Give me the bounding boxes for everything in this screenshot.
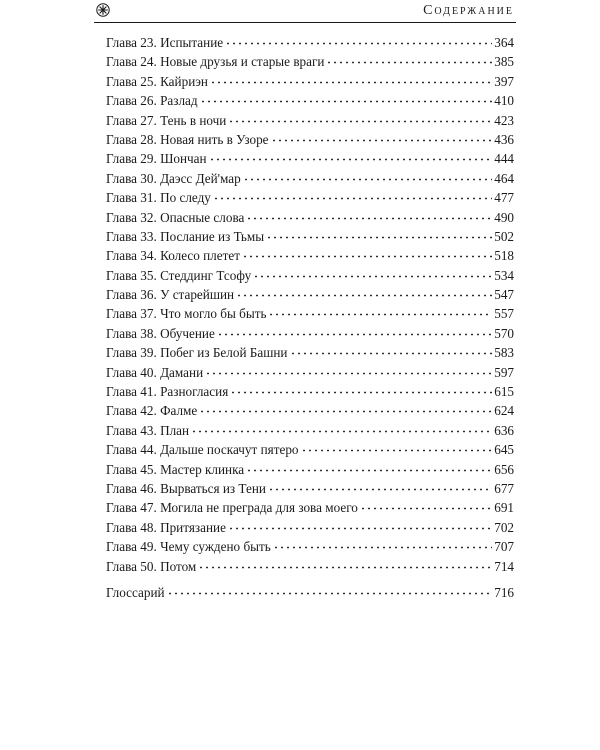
page-number: 624 bbox=[494, 403, 514, 419]
running-title: Содержание bbox=[423, 3, 514, 18]
toc-entry-title bbox=[106, 518, 226, 537]
chapter-number: Глава 28. bbox=[106, 131, 157, 147]
toc-entry-title bbox=[106, 537, 271, 556]
chapter-number: Глава 30. bbox=[106, 170, 157, 186]
toc-entry-title bbox=[106, 130, 269, 149]
toc-entry bbox=[106, 130, 514, 149]
toc-entry bbox=[106, 382, 514, 401]
page-number: 714 bbox=[494, 558, 514, 574]
chapter-title: Вырваться из Тени bbox=[160, 480, 266, 496]
toc-entry-title bbox=[106, 227, 264, 246]
glossary-page: 716 bbox=[494, 585, 514, 600]
dot-leader bbox=[210, 81, 492, 84]
chapter-number: Глава 47. bbox=[106, 500, 157, 516]
toc-entry bbox=[106, 72, 514, 91]
page-number: 691 bbox=[494, 500, 514, 516]
toc-entry bbox=[106, 285, 514, 304]
chapter-number: Глава 29. bbox=[106, 151, 157, 167]
chapter-number: Глава 35. bbox=[106, 267, 157, 283]
dot-leader bbox=[266, 236, 492, 239]
toc-entry bbox=[106, 557, 514, 576]
toc-entry-title bbox=[106, 304, 266, 323]
toc-entry-title bbox=[106, 382, 228, 401]
chapter-title: Даэсс Дей'мар bbox=[160, 170, 241, 186]
chapter-title: Послание из Тьмы bbox=[160, 228, 265, 244]
page-number: 385 bbox=[494, 54, 514, 70]
chapter-title: Дальше поскачут пятеро bbox=[160, 442, 299, 458]
chapter-number: Глава 40. bbox=[106, 364, 157, 380]
toc-entry bbox=[106, 518, 514, 537]
page-number: 464 bbox=[494, 170, 514, 186]
toc-entry-title bbox=[106, 208, 244, 227]
chapter-title: Испытание bbox=[160, 35, 224, 50]
toc-entry bbox=[106, 227, 514, 246]
page-number: 677 bbox=[494, 480, 514, 496]
page-number: 547 bbox=[494, 287, 514, 303]
chapter-title: Колесо плетет bbox=[160, 248, 240, 264]
dot-leader bbox=[236, 294, 492, 297]
chapter-title: По следу bbox=[160, 190, 211, 206]
toc-entry bbox=[106, 149, 514, 168]
toc-entry bbox=[106, 401, 514, 420]
toc-entry bbox=[106, 343, 514, 362]
dot-leader bbox=[246, 217, 492, 220]
dot-leader bbox=[225, 42, 492, 45]
toc-entry-title bbox=[106, 557, 196, 576]
chapter-title: Тень в ночи bbox=[160, 112, 227, 128]
toc-entry bbox=[106, 460, 514, 479]
toc-entry bbox=[106, 324, 514, 343]
toc-entry-title bbox=[106, 149, 207, 168]
dot-leader bbox=[268, 313, 492, 316]
table-of-contents bbox=[106, 33, 514, 576]
chapter-number: Глава 42. bbox=[106, 403, 157, 419]
page-number: 645 bbox=[494, 442, 514, 458]
toc-entry bbox=[106, 304, 514, 323]
dot-leader bbox=[205, 372, 492, 375]
toc-entry bbox=[106, 498, 514, 517]
chapter-title: Мастер клинка bbox=[160, 461, 245, 477]
toc-entry-title bbox=[106, 91, 198, 110]
toc-entry-title bbox=[106, 440, 299, 459]
dot-leader bbox=[268, 488, 492, 491]
chapter-title: Чему суждено быть bbox=[160, 539, 271, 555]
dot-leader bbox=[200, 100, 493, 103]
toc-entry-title bbox=[106, 421, 189, 440]
dot-leader bbox=[253, 275, 492, 278]
chapter-title: Кайриэн bbox=[160, 73, 208, 89]
chapter-title: Стеддинг Тсофу bbox=[160, 267, 252, 283]
page-header bbox=[94, 0, 516, 23]
chapter-number: Глава 49. bbox=[106, 539, 157, 555]
toc-entry-title bbox=[106, 401, 197, 420]
chapter-title: Новые друзья и старые враги bbox=[160, 54, 325, 70]
toc-entry-title bbox=[106, 246, 240, 265]
page-number: 436 bbox=[494, 131, 514, 147]
chapter-number: Глава 50. bbox=[106, 558, 157, 574]
chapter-number: Глава 31. bbox=[106, 190, 157, 206]
glossary-title: Глоссарий bbox=[106, 585, 165, 600]
chapter-number: Глава 37. bbox=[106, 306, 157, 322]
dot-leader bbox=[273, 546, 492, 549]
dot-leader bbox=[228, 527, 492, 530]
star-emblem-icon bbox=[96, 3, 110, 17]
dot-leader bbox=[191, 430, 492, 433]
chapter-number: Глава 34. bbox=[106, 248, 157, 264]
toc-entry bbox=[106, 33, 514, 52]
toc-entry-title bbox=[106, 266, 251, 285]
toc-entry bbox=[106, 246, 514, 265]
chapter-number: Глава 39. bbox=[106, 345, 157, 361]
toc-entry-title bbox=[106, 72, 208, 91]
chapter-title: План bbox=[160, 422, 190, 438]
toc-entry-title bbox=[106, 363, 203, 382]
page-number: 534 bbox=[494, 267, 514, 283]
chapter-title: Что могло бы быть bbox=[160, 306, 267, 322]
chapter-number: Глава 43. bbox=[106, 422, 157, 438]
page-number: 490 bbox=[494, 209, 514, 225]
chapter-title: Разногласия bbox=[160, 384, 229, 400]
chapter-number: Глава 23. bbox=[106, 35, 157, 50]
page-number: 702 bbox=[494, 519, 514, 535]
chapter-number: Глава 48. bbox=[106, 519, 157, 535]
toc-entry-title bbox=[106, 33, 223, 52]
chapter-number: Глава 44. bbox=[106, 442, 157, 458]
page-number: 656 bbox=[494, 461, 514, 477]
chapter-number: Глава 25. bbox=[106, 73, 157, 89]
chapter-number: Глава 36. bbox=[106, 287, 157, 303]
dot-leader bbox=[271, 139, 493, 142]
toc-entry-title bbox=[106, 498, 358, 517]
chapter-title: Могила не преграда для зова моего bbox=[160, 500, 358, 516]
toc-entry-title bbox=[106, 169, 241, 188]
toc-entry-title bbox=[106, 343, 288, 362]
chapter-title: Фалме bbox=[160, 403, 198, 419]
dot-leader bbox=[301, 449, 493, 452]
toc-entry bbox=[106, 440, 514, 459]
glossary-entry bbox=[106, 583, 514, 602]
chapter-number: Глава 45. bbox=[106, 461, 157, 477]
page-number: 477 bbox=[494, 190, 514, 206]
page-number: 557 bbox=[494, 306, 514, 322]
chapter-title: Побег из Белой Башни bbox=[160, 345, 288, 361]
dot-leader bbox=[290, 352, 493, 355]
chapter-number: Глава 33. bbox=[106, 228, 157, 244]
page-number: 615 bbox=[494, 384, 514, 400]
chapter-title: Новая нить в Узоре bbox=[160, 131, 269, 147]
toc-entry-title bbox=[106, 188, 211, 207]
toc-entry bbox=[106, 111, 514, 130]
dot-leader bbox=[209, 158, 493, 161]
dot-leader bbox=[246, 469, 492, 472]
page-number: 397 bbox=[494, 73, 514, 89]
page-number: 636 bbox=[494, 422, 514, 438]
toc-entry bbox=[106, 188, 514, 207]
page-number: 518 bbox=[494, 248, 514, 264]
chapter-number: Глава 27. bbox=[106, 112, 157, 128]
chapter-title: Обучение bbox=[160, 325, 215, 341]
dot-leader bbox=[199, 410, 492, 413]
toc-entry bbox=[106, 537, 514, 556]
page-number: 707 bbox=[494, 539, 514, 555]
toc-entry bbox=[106, 169, 514, 188]
chapter-title: Притязание bbox=[160, 519, 226, 535]
dot-leader bbox=[243, 178, 492, 181]
toc-entry-title bbox=[106, 479, 266, 498]
chapter-number: Глава 26. bbox=[106, 93, 157, 109]
chapter-number: Глава 38. bbox=[106, 325, 157, 341]
page-number: 583 bbox=[494, 345, 514, 361]
page-number: 570 bbox=[494, 325, 514, 341]
dot-leader bbox=[198, 566, 492, 569]
chapter-number: Глава 32. bbox=[106, 209, 157, 225]
page-number: 423 bbox=[494, 112, 514, 128]
chapter-number: Глава 24. bbox=[106, 54, 157, 70]
dot-leader bbox=[217, 333, 492, 336]
dot-leader bbox=[230, 391, 492, 394]
toc-entry bbox=[106, 208, 514, 227]
dot-leader bbox=[213, 197, 492, 200]
toc-entry bbox=[106, 363, 514, 382]
page-number: 364 bbox=[494, 35, 514, 50]
chapter-number: Глава 46. bbox=[106, 480, 157, 496]
toc-entry-title bbox=[106, 460, 244, 479]
chapter-title: Дамани bbox=[160, 364, 204, 380]
toc-entry-title bbox=[106, 52, 324, 71]
dot-leader bbox=[326, 61, 492, 64]
chapter-title: Опасные слова bbox=[160, 209, 245, 225]
toc-entry bbox=[106, 266, 514, 285]
page-number: 502 bbox=[494, 228, 514, 244]
dot-leader bbox=[242, 255, 492, 258]
chapter-title: Шончан bbox=[160, 151, 207, 167]
dot-leader bbox=[167, 592, 493, 595]
toc-entry-title bbox=[106, 324, 215, 343]
toc-entry bbox=[106, 52, 514, 71]
page-number: 444 bbox=[494, 151, 514, 167]
toc-entry-title bbox=[106, 111, 226, 130]
dot-leader bbox=[228, 120, 492, 123]
page-number: 597 bbox=[494, 364, 514, 380]
page-number: 410 bbox=[494, 93, 514, 109]
toc-entry bbox=[106, 91, 514, 110]
toc-entry bbox=[106, 421, 514, 440]
chapter-number: Глава 41. bbox=[106, 384, 157, 400]
chapter-title: Разлад bbox=[160, 93, 198, 109]
chapter-title: Потом bbox=[160, 558, 197, 574]
chapter-title: У старейшин bbox=[160, 287, 235, 303]
toc-entry-title bbox=[106, 285, 234, 304]
toc-entry bbox=[106, 479, 514, 498]
dot-leader bbox=[360, 507, 492, 510]
